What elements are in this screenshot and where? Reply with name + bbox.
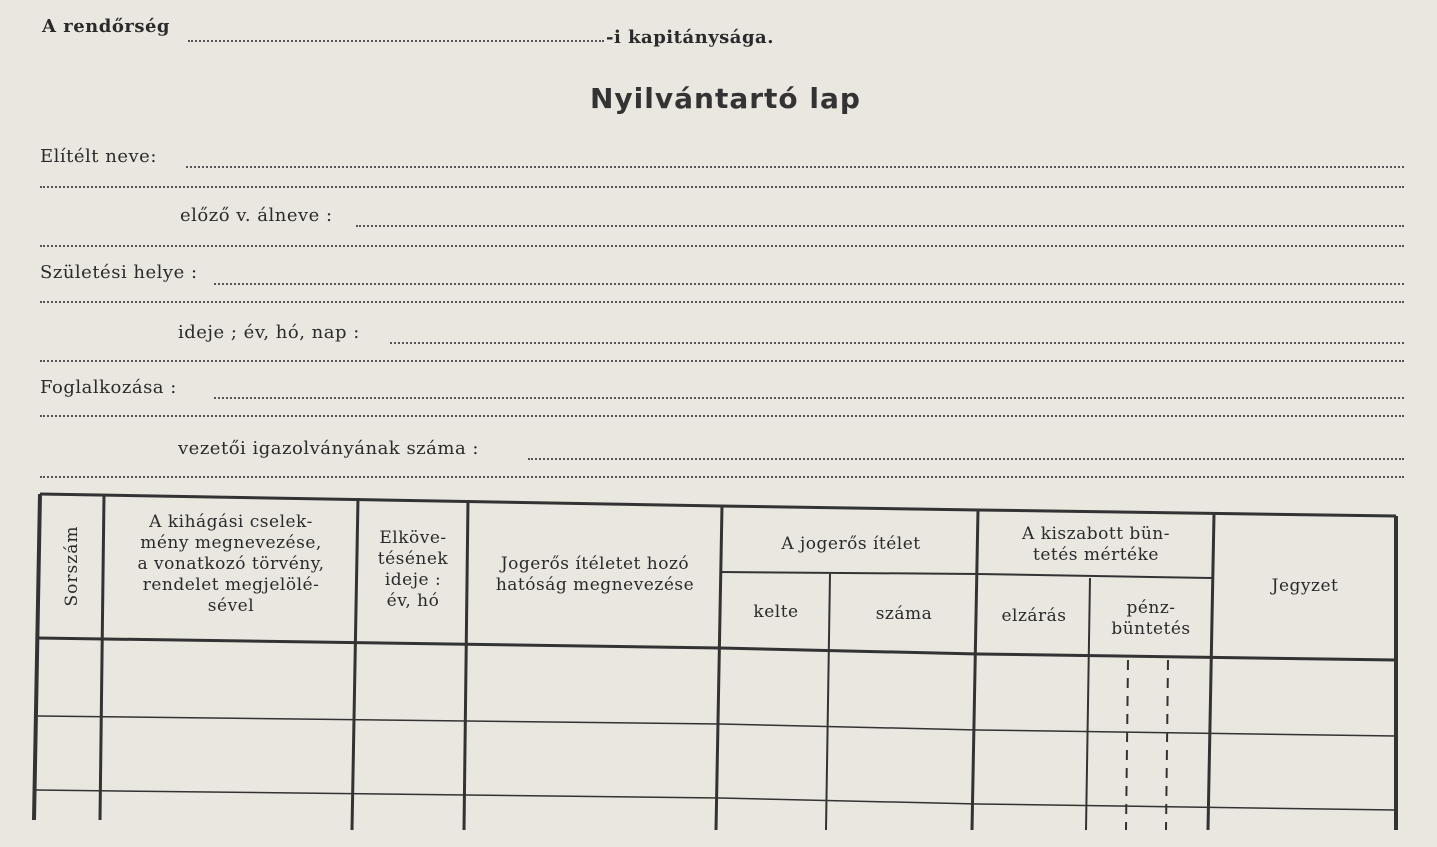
col-serial-header: Sorszám: [62, 525, 82, 607]
col-date-header: Elköve- tésének ideje : év, hó: [377, 528, 449, 611]
license-number-label: vezetői igazolványának száma :: [178, 438, 479, 459]
table-subheader-line: [720, 572, 1212, 578]
col-divider-3: [464, 500, 468, 830]
birth-date-label: ideje ; év, hó, nap :: [178, 322, 360, 343]
table-left-border: [34, 494, 40, 820]
occupation-label: Foglalkozása :: [40, 377, 177, 398]
col-authority-header: Jogerős ítéletet hozó hatóság megnevezése: [495, 554, 695, 595]
col-penalty-header: A kiszabott bün- tetés mértéke: [1022, 524, 1170, 565]
police-suffix: -i kapitánysága.: [606, 27, 774, 48]
police-prefix: A rendőrség: [42, 16, 171, 37]
alias-label: előző v. álneve :: [180, 205, 333, 226]
col-divider-1: [100, 495, 104, 820]
convict-name-label: Elítélt neve:: [40, 146, 157, 167]
col-detention-header: elzárás: [1001, 606, 1067, 626]
col-note-header: Jegyzet: [1271, 576, 1339, 596]
fine-dash-2: [1166, 660, 1168, 830]
birth-place-label: Születési helye :: [40, 262, 198, 283]
col-verdict-header: A jogerős ítélet: [781, 534, 921, 554]
page-title: Nyilvántartó lap: [590, 82, 861, 115]
col-divider-6: [972, 510, 978, 830]
table-header-bottom: [38, 638, 1396, 660]
col-verdict-date-header: kelte: [753, 602, 799, 622]
col-fine-header: pénz- büntetés: [1111, 598, 1191, 639]
fine-dash-1: [1126, 660, 1128, 830]
col-verdict-number-header: száma: [875, 604, 933, 624]
col-offense-header: A kihágási cselek- mény megnevezése, a vonatkozó törvény, rendelet megjelölé- sével: [137, 512, 325, 616]
